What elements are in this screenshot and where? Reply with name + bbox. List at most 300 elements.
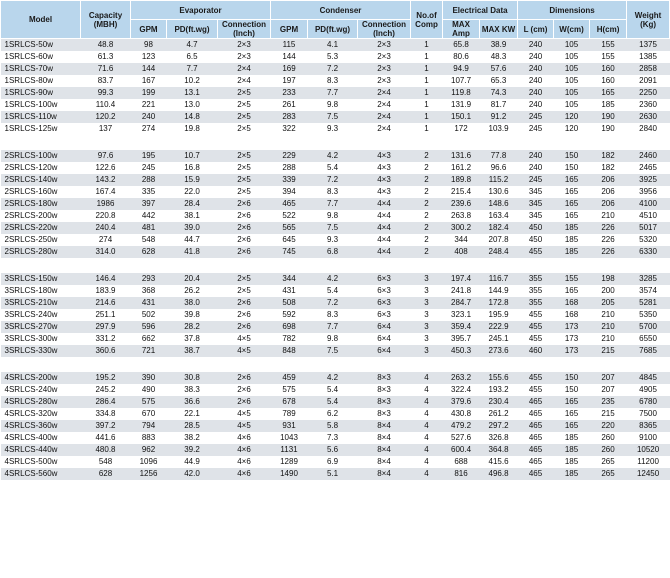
cell-evap-gpm: 199 bbox=[131, 87, 167, 99]
cell-cond-gpm: 229 bbox=[271, 150, 308, 162]
cell-max-amp: 150.1 bbox=[443, 111, 480, 123]
table-row bbox=[1, 456, 670, 468]
cell-cond-connection: 8×3 bbox=[377, 409, 391, 418]
cell-height: 207 bbox=[590, 372, 627, 384]
spacer-cell bbox=[1, 357, 670, 372]
cell-evap-connection: 4×6 bbox=[218, 468, 271, 480]
cell-max-kw: 48.3 bbox=[490, 52, 507, 61]
cell-length: 450 bbox=[518, 222, 554, 234]
cell-evap-gpm: 240 bbox=[131, 111, 167, 123]
cell-evap-pd: 38.3 bbox=[184, 385, 200, 394]
cell-width: 168 bbox=[564, 310, 579, 319]
cell-evap-connection: 2×5 bbox=[237, 100, 251, 109]
cell-cond-pd: 4.2 bbox=[308, 150, 358, 162]
cell-cond-connection: 6×4 bbox=[358, 345, 411, 357]
cell-cond-connection: 6×4 bbox=[377, 334, 391, 343]
cell-cond-connection: 4×4 bbox=[377, 235, 391, 244]
cell-no-of-comp: 2 bbox=[411, 174, 443, 186]
cell-max-kw: 415.6 bbox=[488, 457, 509, 466]
cell-height: 190 bbox=[590, 111, 627, 123]
table-row bbox=[1, 51, 670, 63]
cell-height: 215 bbox=[601, 409, 615, 418]
cell-evap-pd: 26.2 bbox=[184, 286, 200, 295]
cell-cond-gpm: 678 bbox=[271, 396, 308, 408]
cell-weight: 11200 bbox=[637, 457, 659, 466]
cell-max-amp: 379.6 bbox=[443, 396, 480, 408]
cell-cond-gpm: 745 bbox=[271, 246, 308, 258]
cell-max-kw: 130.6 bbox=[488, 187, 509, 196]
cell-capacity: 183.9 bbox=[95, 286, 116, 295]
cell-height: 200 bbox=[601, 286, 615, 295]
cell-cond-gpm: 1131 bbox=[271, 444, 308, 456]
cell-width: 165 bbox=[554, 174, 590, 186]
cell-capacity: 286.4 bbox=[81, 396, 131, 408]
cell-cond-pd: 5.4 bbox=[326, 385, 339, 394]
cell-cond-pd: 8.3 bbox=[326, 310, 339, 319]
table-row bbox=[1, 99, 670, 111]
cell-cond-pd: 7.2 bbox=[308, 297, 358, 309]
cell-cond-gpm: 283 bbox=[271, 111, 308, 123]
cell-width: 185 bbox=[564, 457, 579, 466]
table-row bbox=[1, 123, 670, 135]
cell-evap-connection: 2×3 bbox=[218, 39, 271, 52]
cell-evap-connection: 2×5 bbox=[237, 124, 251, 133]
table-row bbox=[1, 345, 670, 357]
cell-cond-gpm: 169 bbox=[271, 63, 308, 75]
cell-cond-pd: 7.7 bbox=[308, 321, 358, 333]
cell-length: 355 bbox=[518, 273, 554, 285]
cell-weight: 4510 bbox=[639, 211, 657, 220]
cell-evap-gpm: 575 bbox=[131, 396, 167, 408]
table-header bbox=[1, 1, 670, 39]
cell-evap-connection: 4×5 bbox=[218, 420, 271, 432]
cell-length: 465 bbox=[518, 468, 554, 480]
cell-model: 4SRLCS-360w bbox=[1, 420, 81, 432]
cell-evap-pd: 41.8 bbox=[167, 246, 218, 258]
cell-evap-pd: 22.0 bbox=[184, 187, 200, 196]
cell-evap-gpm: 98 bbox=[131, 39, 167, 52]
cell-cond-gpm: 144 bbox=[282, 52, 296, 61]
cell-evap-pd: 30.8 bbox=[167, 372, 218, 384]
cell-evap-gpm: 721 bbox=[131, 345, 167, 357]
cell-model: 3SRLCS-270w bbox=[1, 321, 81, 333]
cell-max-kw: 172.8 bbox=[480, 297, 518, 309]
cell-cond-gpm: 1289 bbox=[280, 457, 298, 466]
cell-height: 226 bbox=[590, 222, 627, 234]
cell-cond-connection: 4×4 bbox=[377, 211, 391, 220]
cell-cond-gpm: 344 bbox=[271, 273, 308, 285]
cell-cond-connection: 2×4 bbox=[377, 100, 391, 109]
cell-length: 355 bbox=[528, 286, 543, 295]
cell-evap-connection: 2×5 bbox=[218, 111, 271, 123]
cell-evap-gpm: 962 bbox=[131, 444, 167, 456]
cell-max-amp: 344 bbox=[454, 235, 468, 244]
cell-length: 455 bbox=[518, 321, 554, 333]
cell-evap-connection: 2×5 bbox=[218, 174, 271, 186]
cell-cond-connection: 8×3 bbox=[358, 372, 411, 384]
cell-length: 240 bbox=[528, 76, 543, 85]
table-row bbox=[1, 321, 670, 333]
cell-cond-gpm: 782 bbox=[282, 334, 296, 343]
cell-cond-gpm: 848 bbox=[271, 345, 308, 357]
cell-cond-connection: 8×4 bbox=[377, 433, 391, 442]
cell-evap-connection: 4×6 bbox=[237, 433, 251, 442]
cell-cond-connection: 8×4 bbox=[358, 444, 411, 456]
cell-evap-connection: 2×6 bbox=[237, 385, 251, 394]
cell-evap-pd: 42.0 bbox=[167, 468, 218, 480]
cell-evap-pd: 4.7 bbox=[167, 39, 218, 52]
cell-no-of-comp: 4 bbox=[411, 372, 443, 384]
cell-no-of-comp: 1 bbox=[424, 100, 429, 109]
cell-no-of-comp: 4 bbox=[424, 457, 429, 466]
table-row bbox=[1, 246, 670, 258]
cell-evap-gpm: 144 bbox=[131, 63, 167, 75]
cell-max-kw: 38.9 bbox=[480, 39, 518, 52]
cell-max-kw: 91.2 bbox=[480, 111, 518, 123]
header-cond-connection: Connection (Inch) bbox=[358, 20, 411, 39]
cell-max-amp: 359.4 bbox=[443, 321, 480, 333]
cell-capacity: 628 bbox=[81, 468, 131, 480]
group-spacer bbox=[1, 357, 670, 372]
cell-model: 3SRLCS-300w bbox=[4, 334, 58, 343]
header-width: W(cm) bbox=[554, 20, 590, 39]
cell-weight: 2630 bbox=[627, 111, 670, 123]
cell-height: 210 bbox=[590, 321, 627, 333]
cell-height: 155 bbox=[590, 39, 627, 52]
cell-evap-pd: 39.8 bbox=[184, 310, 200, 319]
cell-no-of-comp: 3 bbox=[424, 310, 429, 319]
cell-max-kw: 193.2 bbox=[488, 385, 509, 394]
cell-max-kw: 297.2 bbox=[480, 420, 518, 432]
cell-model: 2SRLCS-250w bbox=[4, 235, 58, 244]
cell-cond-pd: 5.6 bbox=[308, 444, 358, 456]
cell-cond-pd: 7.7 bbox=[308, 87, 358, 99]
cell-height: 165 bbox=[590, 87, 627, 99]
cell-cond-pd: 5.4 bbox=[326, 163, 339, 172]
cell-max-kw: 81.7 bbox=[490, 100, 507, 109]
cell-height: 190 bbox=[601, 124, 615, 133]
cell-evap-pd: 28.5 bbox=[167, 420, 218, 432]
cell-cond-connection: 6×3 bbox=[377, 286, 391, 295]
cell-width: 165 bbox=[554, 396, 590, 408]
cell-evap-gpm: 288 bbox=[131, 174, 167, 186]
cell-max-amp: 816 bbox=[443, 468, 480, 480]
cell-max-amp: 688 bbox=[454, 457, 468, 466]
cell-max-amp: 408 bbox=[443, 246, 480, 258]
cell-cond-gpm: 459 bbox=[271, 372, 308, 384]
cell-height: 155 bbox=[601, 52, 615, 61]
cell-evap-pd: 19.8 bbox=[184, 124, 200, 133]
cell-no-of-comp: 2 bbox=[411, 246, 443, 258]
cell-evap-pd: 13.1 bbox=[167, 87, 218, 99]
table-row bbox=[1, 420, 670, 432]
cell-weight: 2858 bbox=[627, 63, 670, 75]
cell-length: 240 bbox=[528, 100, 543, 109]
cell-cond-connection: 6×3 bbox=[377, 310, 391, 319]
cell-evap-gpm: 490 bbox=[141, 385, 156, 394]
cell-max-amp: 479.2 bbox=[443, 420, 480, 432]
cell-evap-gpm: 628 bbox=[131, 246, 167, 258]
cell-max-amp: 239.6 bbox=[443, 198, 480, 210]
cell-weight: 4905 bbox=[639, 385, 657, 394]
table-row bbox=[1, 111, 670, 123]
cell-evap-connection: 2×6 bbox=[218, 297, 271, 309]
cell-evap-pd: 15.9 bbox=[167, 174, 218, 186]
cell-max-amp: 80.6 bbox=[453, 52, 469, 61]
cell-capacity: 83.7 bbox=[97, 76, 114, 85]
cell-width: 185 bbox=[554, 444, 590, 456]
cell-no-of-comp: 4 bbox=[411, 468, 443, 480]
cell-cond-connection: 6×3 bbox=[358, 273, 411, 285]
cell-evap-connection: 4×6 bbox=[237, 457, 251, 466]
cell-model: 4SRLCS-440w bbox=[1, 444, 81, 456]
cell-weight: 5017 bbox=[627, 222, 670, 234]
group-spacer bbox=[1, 258, 670, 273]
cell-weight: 3956 bbox=[639, 187, 657, 196]
cell-evap-gpm: 596 bbox=[131, 321, 167, 333]
cell-cond-connection: 2×3 bbox=[377, 52, 391, 61]
cell-max-amp: 323.1 bbox=[451, 310, 472, 319]
table-row bbox=[1, 63, 670, 75]
cell-evap-connection: 2×5 bbox=[237, 163, 251, 172]
cell-width: 168 bbox=[554, 297, 590, 309]
cell-length: 465 bbox=[518, 444, 554, 456]
header-evaporator: Evaporator bbox=[131, 1, 271, 20]
cell-evap-pd: 37.8 bbox=[184, 334, 200, 343]
cell-max-kw: 116.7 bbox=[480, 273, 518, 285]
cell-weight: 10520 bbox=[627, 444, 670, 456]
cell-evap-gpm: 548 bbox=[141, 235, 156, 244]
table-row bbox=[1, 198, 670, 210]
cell-evap-pd: 28.4 bbox=[167, 198, 218, 210]
cell-cond-connection: 2×3 bbox=[358, 63, 411, 75]
cell-height: 210 bbox=[601, 310, 615, 319]
cell-capacity: 143.2 bbox=[81, 174, 131, 186]
cell-cond-gpm: 789 bbox=[282, 409, 296, 418]
cell-cond-connection: 8×3 bbox=[377, 385, 391, 394]
cell-weight: 3925 bbox=[627, 174, 670, 186]
cell-weight: 2091 bbox=[639, 76, 657, 85]
cell-width: 150 bbox=[554, 372, 590, 384]
table-row bbox=[1, 39, 670, 52]
cell-width: 105 bbox=[554, 39, 590, 52]
table-row bbox=[1, 468, 670, 480]
cell-max-kw: 57.6 bbox=[480, 63, 518, 75]
cell-capacity: 360.6 bbox=[81, 345, 131, 357]
cell-length: 240 bbox=[528, 163, 543, 172]
cell-width: 155 bbox=[554, 273, 590, 285]
cell-width: 150 bbox=[564, 163, 579, 172]
cell-max-kw: 273.6 bbox=[480, 345, 518, 357]
cell-no-of-comp: 4 bbox=[411, 444, 443, 456]
cell-evap-gpm: 390 bbox=[131, 372, 167, 384]
cell-evap-gpm: 883 bbox=[141, 433, 156, 442]
cell-cond-pd: 4.1 bbox=[308, 39, 358, 52]
cell-width: 173 bbox=[564, 334, 579, 343]
cell-cond-pd: 7.3 bbox=[326, 433, 339, 442]
cell-no-of-comp: 1 bbox=[411, 87, 443, 99]
cell-max-kw: 65.3 bbox=[490, 76, 507, 85]
table-row bbox=[1, 309, 670, 321]
cell-evap-pd: 38.7 bbox=[167, 345, 218, 357]
cell-cond-pd: 7.2 bbox=[308, 174, 358, 186]
cell-height: 160 bbox=[601, 76, 615, 85]
cell-height: 160 bbox=[590, 63, 627, 75]
cell-weight: 5350 bbox=[639, 310, 657, 319]
header-max-amp: MAX Amp bbox=[443, 20, 480, 39]
cell-cond-connection: 4×3 bbox=[358, 150, 411, 162]
cell-width: 150 bbox=[564, 385, 579, 394]
cell-weight: 9100 bbox=[639, 433, 657, 442]
cell-length: 465 bbox=[518, 420, 554, 432]
cell-evap-gpm: 397 bbox=[131, 198, 167, 210]
cell-cond-gpm: 115 bbox=[271, 39, 308, 52]
cell-model: 4SRLCS-400w bbox=[4, 433, 58, 442]
cell-capacity: 99.3 bbox=[81, 87, 131, 99]
cell-length: 455 bbox=[518, 246, 554, 258]
cell-weight: 5320 bbox=[639, 235, 657, 244]
cell-model: 1SRLCS-90w bbox=[1, 87, 81, 99]
cell-model: 1SRLCS-80w bbox=[4, 76, 53, 85]
cell-cond-gpm: 1490 bbox=[271, 468, 308, 480]
cell-cond-pd: 7.7 bbox=[308, 198, 358, 210]
cell-cond-pd: 8.3 bbox=[326, 76, 339, 85]
cell-no-of-comp: 1 bbox=[411, 39, 443, 52]
cell-max-amp: 197.4 bbox=[443, 273, 480, 285]
cell-cond-connection: 4×3 bbox=[377, 163, 391, 172]
cell-evap-gpm: 1096 bbox=[139, 457, 158, 466]
cell-evap-pd: 38.2 bbox=[184, 433, 200, 442]
cell-max-kw: 155.6 bbox=[480, 372, 518, 384]
cell-height: 206 bbox=[590, 174, 627, 186]
table-row bbox=[1, 174, 670, 186]
cell-evap-pd: 10.2 bbox=[184, 76, 200, 85]
cell-max-kw: 144.9 bbox=[488, 286, 509, 295]
cell-model: 1SRLCS-70w bbox=[1, 63, 81, 75]
cell-weight: 6780 bbox=[627, 396, 670, 408]
cell-length: 245 bbox=[518, 174, 554, 186]
cell-no-of-comp: 1 bbox=[411, 63, 443, 75]
cell-height: 260 bbox=[590, 444, 627, 456]
cell-max-amp: 263.8 bbox=[451, 211, 472, 220]
cell-height: 226 bbox=[590, 246, 627, 258]
cell-max-kw: 222.9 bbox=[480, 321, 518, 333]
group-spacer bbox=[1, 135, 670, 150]
cell-weight: 1385 bbox=[639, 52, 657, 61]
cell-capacity: 120.2 bbox=[81, 111, 131, 123]
cell-cond-gpm: 575 bbox=[282, 385, 296, 394]
cell-weight: 4100 bbox=[627, 198, 670, 210]
cell-capacity: 220.8 bbox=[95, 211, 116, 220]
cell-width: 165 bbox=[564, 211, 579, 220]
cell-model: 1SRLCS-100w bbox=[4, 100, 58, 109]
cell-width: 105 bbox=[554, 87, 590, 99]
cell-evap-connection: 2×6 bbox=[218, 198, 271, 210]
table-body bbox=[1, 39, 670, 481]
cell-no-of-comp: 3 bbox=[424, 286, 429, 295]
cell-cond-gpm: 288 bbox=[282, 163, 296, 172]
cell-evap-connection: 2×3 bbox=[237, 52, 251, 61]
cell-capacity: 110.4 bbox=[95, 100, 116, 109]
cell-cond-pd: 7.5 bbox=[308, 111, 358, 123]
cell-evap-connection: 2×4 bbox=[237, 76, 251, 85]
cell-evap-connection: 2×6 bbox=[237, 211, 251, 220]
cell-model: 2SRLCS-140w bbox=[1, 174, 81, 186]
cell-weight: 6330 bbox=[627, 246, 670, 258]
cell-height: 265 bbox=[590, 468, 627, 480]
cell-width: 165 bbox=[554, 420, 590, 432]
cell-max-amp: 94.9 bbox=[443, 63, 480, 75]
cell-model: 2SRLCS-120w bbox=[4, 163, 58, 172]
cell-cond-pd: 6.8 bbox=[308, 246, 358, 258]
cell-model: 4SRLCS-500w bbox=[4, 457, 58, 466]
cell-evap-gpm: 245 bbox=[141, 163, 156, 172]
cell-max-amp: 241.8 bbox=[451, 286, 472, 295]
cell-no-of-comp: 4 bbox=[424, 409, 429, 418]
cell-cond-pd: 7.5 bbox=[308, 222, 358, 234]
cell-width: 185 bbox=[554, 468, 590, 480]
cell-max-kw: 148.6 bbox=[480, 198, 518, 210]
cell-evap-pd: 38.0 bbox=[167, 297, 218, 309]
cell-max-kw: 364.8 bbox=[480, 444, 518, 456]
header-evap-connection: Connection (Inch) bbox=[218, 20, 271, 39]
cell-height: 210 bbox=[601, 211, 615, 220]
cell-evap-connection: 2×6 bbox=[218, 222, 271, 234]
cell-model: 4SRLCS-200w bbox=[1, 372, 81, 384]
cell-length: 465 bbox=[528, 409, 543, 418]
cell-no-of-comp: 4 bbox=[424, 385, 429, 394]
cell-cond-gpm: 1043 bbox=[280, 433, 298, 442]
cell-no-of-comp: 2 bbox=[424, 187, 429, 196]
cell-weight: 12450 bbox=[627, 468, 670, 480]
table-row bbox=[1, 285, 670, 297]
cell-length: 345 bbox=[518, 198, 554, 210]
cell-capacity: 334.8 bbox=[95, 409, 116, 418]
cell-max-kw: 245.1 bbox=[488, 334, 509, 343]
cell-cond-gpm: 645 bbox=[282, 235, 296, 244]
cell-cond-connection: 8×3 bbox=[358, 396, 411, 408]
cell-model: 4SRLCS-240w bbox=[4, 385, 58, 394]
cell-height: 185 bbox=[601, 100, 615, 109]
cell-evap-gpm: 442 bbox=[141, 211, 156, 220]
cell-cond-pd: 5.4 bbox=[308, 396, 358, 408]
table-row bbox=[1, 372, 670, 384]
cell-length: 240 bbox=[518, 87, 554, 99]
cell-evap-connection: 4×6 bbox=[218, 444, 271, 456]
cell-capacity: 274 bbox=[98, 235, 113, 244]
cell-evap-connection: 4×5 bbox=[237, 334, 251, 343]
cell-width: 165 bbox=[554, 198, 590, 210]
cell-height: 215 bbox=[590, 345, 627, 357]
cell-length: 460 bbox=[518, 345, 554, 357]
header-length: L (cm) bbox=[518, 20, 554, 39]
header-height: H(cm) bbox=[590, 20, 627, 39]
cell-evap-gpm: 794 bbox=[131, 420, 167, 432]
cell-no-of-comp: 4 bbox=[411, 396, 443, 408]
cell-model: 2SRLCS-200w bbox=[4, 211, 58, 220]
cell-width: 165 bbox=[564, 409, 579, 418]
cell-length: 455 bbox=[528, 334, 543, 343]
cell-weight: 3574 bbox=[639, 286, 657, 295]
cell-cond-gpm: 508 bbox=[271, 297, 308, 309]
cell-max-amp: 65.8 bbox=[443, 39, 480, 52]
cell-evap-connection: 2×5 bbox=[218, 150, 271, 162]
cell-cond-pd: 5.4 bbox=[326, 286, 339, 295]
cell-cond-gpm: 431 bbox=[282, 286, 296, 295]
cell-cond-pd: 5.3 bbox=[326, 52, 339, 61]
table-row bbox=[1, 234, 670, 246]
cell-cond-gpm: 233 bbox=[271, 87, 308, 99]
